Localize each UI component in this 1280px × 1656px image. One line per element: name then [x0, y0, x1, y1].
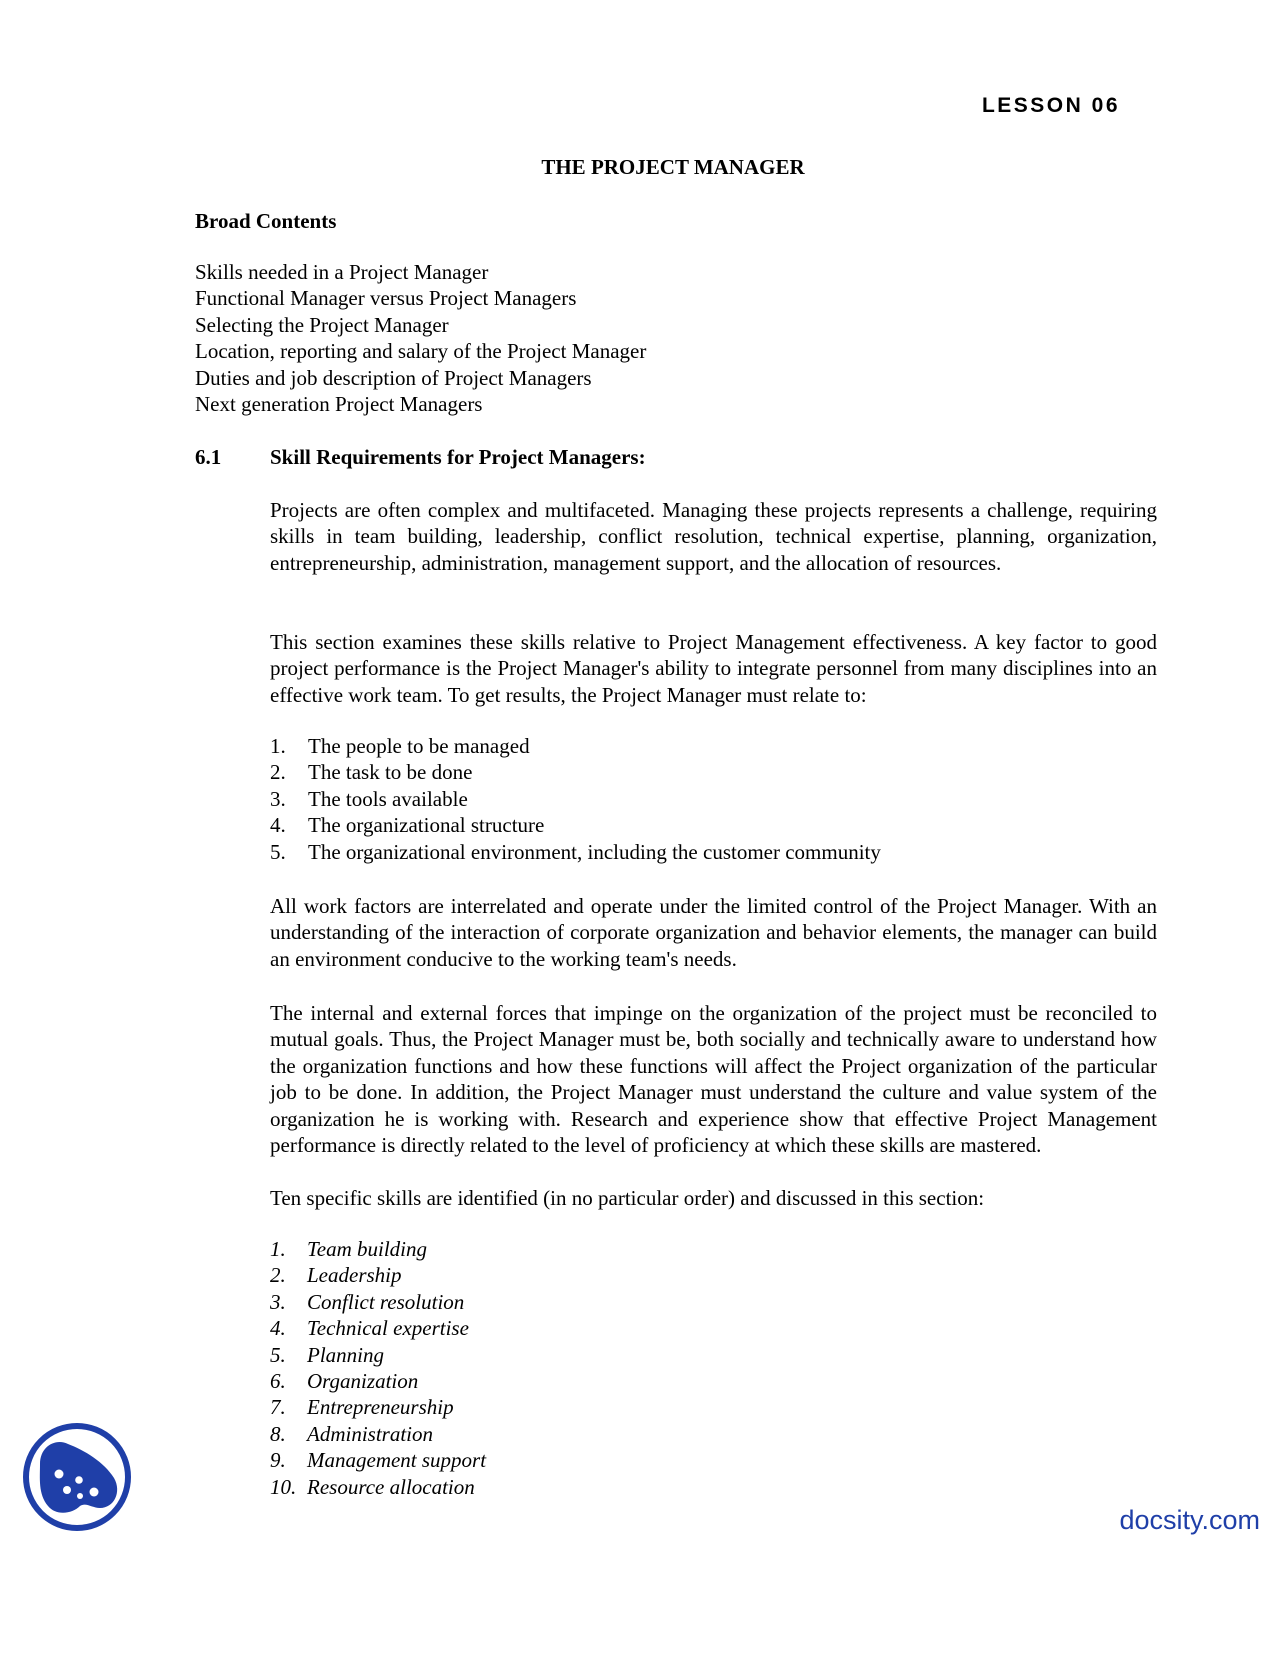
list-item: Location, reporting and salary of the Project Manager — [195, 339, 647, 364]
item-number: 10. — [270, 1474, 297, 1499]
item-text: Conflict resolution — [307, 1289, 465, 1314]
broad-contents-list — [195, 259, 646, 417]
item-number: 2. — [270, 760, 286, 785]
item-number: 2. — [270, 1263, 286, 1288]
item-text: Administration — [307, 1421, 434, 1446]
page-title: THE PROJECT MANAGER — [541, 155, 805, 179]
item-text: Management support — [307, 1448, 487, 1473]
list-item — [270, 1447, 486, 1473]
list-item: Skills needed in a Project Manager — [195, 260, 489, 284]
list-item — [270, 733, 881, 759]
item-text: Resource allocation — [307, 1474, 475, 1499]
list-item — [270, 1236, 486, 1262]
docsity-brand-link[interactable]: docsity.com — [1119, 1505, 1260, 1535]
list-item — [270, 1421, 486, 1447]
docsity-logo-icon[interactable] — [22, 1422, 132, 1532]
paragraph: This section examines these skills relative to Project Management effectiveness. A key factor to good project performance is the Project Manager's ability to integrate personnel from many disciplines into an effective work team. To get results, the Project Manager must relate to: — [270, 630, 1157, 707]
item-text: The tools available — [308, 786, 468, 811]
item-number: 7. — [270, 1395, 286, 1420]
item-text: The organizational structure — [308, 813, 545, 838]
item-text: The task to be done — [308, 760, 473, 785]
item-text: Technical expertise — [307, 1316, 469, 1341]
list-item: Next generation Project Managers — [195, 392, 483, 417]
item-number: 5. — [270, 1342, 286, 1367]
list-item: Functional Manager versus Project Managers — [195, 286, 577, 311]
lesson-number: LESSON 06 — [981, 94, 1120, 117]
section-heading — [195, 445, 646, 470]
item-number: 1. — [270, 734, 286, 758]
list-item — [270, 1368, 486, 1394]
item-text: Planning — [307, 1342, 384, 1367]
item-number: 3. — [270, 1289, 286, 1314]
item-text: Organization — [307, 1369, 419, 1394]
list-item — [270, 1394, 486, 1420]
item-number: 4. — [270, 1316, 286, 1341]
list-item — [270, 839, 881, 865]
item-text: The organizational environment, including the customer community — [308, 839, 881, 864]
list-item — [270, 812, 881, 838]
item-text: Leadership — [307, 1263, 402, 1288]
section-number: 6.1 — [195, 445, 222, 469]
paragraph: All work factors are interrelated and operate under the limited control of the Project Manager. With an understanding of the interaction of corporate organization and behavior elements, the manager can build an environment conducive to the working team's needs. — [270, 894, 1157, 971]
paragraph: Projects are often complex and multifaceted. Managing these projects represents a challenge, requiring skills in team building, leadership, conflict resolution, technical expertise, planning, organization, entrepreneurship, administration, management support, and the allocation of resources. — [270, 498, 1157, 575]
broad-contents-heading: Broad Contents — [195, 209, 337, 233]
relate-list — [270, 733, 881, 865]
skills-list — [270, 1236, 486, 1500]
list-item — [270, 1289, 486, 1315]
item-number: 8. — [270, 1421, 286, 1446]
paragraph: Ten specific skills are identified (in no particular order) and discussed in this section: — [270, 1186, 985, 1210]
list-item: Selecting the Project Manager — [195, 312, 449, 337]
item-text: The people to be managed — [308, 734, 530, 758]
list-item — [270, 1262, 486, 1288]
item-number: 4. — [270, 813, 286, 838]
list-item: Duties and job description of Project Managers — [195, 365, 592, 390]
list-item — [270, 1315, 486, 1341]
item-number: 1. — [270, 1237, 286, 1261]
item-number: 3. — [270, 786, 286, 811]
item-text: Team building — [307, 1237, 427, 1261]
item-number: 5. — [270, 839, 286, 864]
list-item — [270, 1342, 486, 1368]
list-item — [270, 759, 881, 785]
item-number: 6. — [270, 1369, 286, 1394]
item-text: Entrepreneurship — [307, 1395, 454, 1420]
list-item — [270, 786, 881, 812]
item-number: 9. — [270, 1448, 286, 1473]
list-item — [270, 1474, 486, 1500]
paragraph: The internal and external forces that impinge on the organization of the project must be reconciled to mutual goals. Thus, the Project Manager must be, both socially and technically aware to understand how the organization functions and how these functions will affect the Project organization of the particular job to be done. In addition, the Project Manager must understand the culture and value system of the organization he is working with. Research and experience show that effective Project Management performance is directly related to the level of proficiency at which these skills are mastered. — [270, 1001, 1157, 1158]
section-title: Skill Requirements for Project Managers: — [270, 445, 646, 469]
